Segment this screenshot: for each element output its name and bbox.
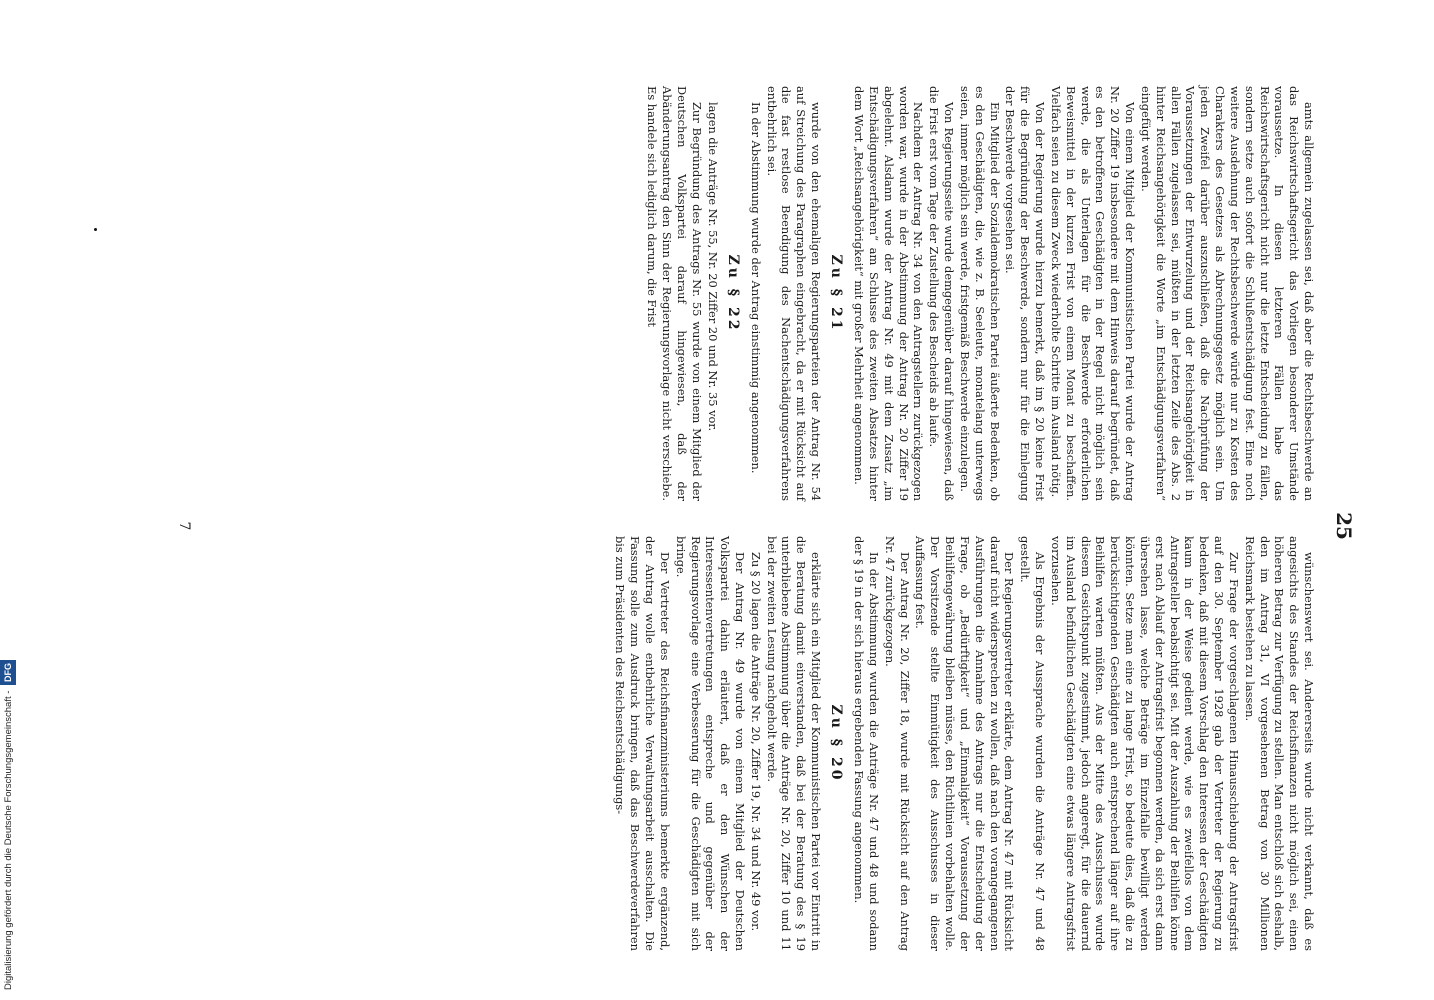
paragraph: lagen die Anträge Nr. 55, Nr. 20 Ziffer 20 und Nr. 35 vor. <box>705 102 720 432</box>
paragraph: Der Antrag Nr. 49 wurde von einem Mitglied der Deutschen Volkspartei dahin erläutert, daß er den Wünschen der Interessentenvertretungen entspreche und gegenüber der Regierungsvorlage eine Verbesserung für die Geschädigten mit sich bringe. <box>673 536 747 951</box>
paragraph: Der Vertreter des Reichsfinanzministeriums bemerkte ergänzend, der Antrag wolle entbehrliche Verwaltungsarbeit ausschalten. Die Fassung solle zum Ausdruck bringen, daß das Beschwerdeverfahren bis zum Präsidenten des Reichsentschädigungs- <box>613 536 672 951</box>
left-text-column <box>612 536 1316 951</box>
speck-mark <box>94 228 97 231</box>
page-number: 25 <box>1332 512 1356 540</box>
paragraph: Der Regierungsvertreter erklärte, dem Antrag Nr. 47 mit Rücksicht darauf nicht widersprechen zu wollen, daß nach den vorangegangenen Ausführungen die Annahme des Antrags nur die Entscheidung der Frage, ob „Bedürftigkeit“ und „Einmaligkeit“ Voraussetzung der Beihilfengewährung bleiben müsse, den Richtlinien vorbehalten wolle. Der Vorsitzende stellte Einmütigkeit des Ausschusses in dieser Auffassung fest. <box>913 536 1017 951</box>
credit-text: Digitalisierung gefördert durch die Deutsche Forschungsgemeinschaft - <box>3 690 14 990</box>
paragraph: Von Regierungsseite wurde demgegenüber darauf hingewiesen, daß die Frist erst vom Tage der Zustellung des Bescheids ab laufe. <box>927 86 957 501</box>
paragraph: Als Ergebnis der Aussprache wurden die Anträge Nr. 47 und 48 gestellt. <box>1018 536 1048 951</box>
paragraph: wünschenswert sei. Andererseits wurde nicht verkannt, daß es angesichts des Standes der Reichsfinanzen nicht möglich sei, einen höheren Betrag zur Verfügung zu stellen. Man entschloß sich deshalb, den im Antrag 31, VI vorgesehenen Betrag von 30 Millionen Reichsmark bestehen zu lassen. <box>1242 536 1316 951</box>
scanned-page <box>140 86 1360 966</box>
paragraph: Von einem Mitglied der Kommunistischen Partei wurde der Antrag Nr. 20 Ziffer 19 insbesondere mit dem Hinweis darauf begründet, daß es den betroffenen Geschädigten in der Regel nicht möglich sein werde, die als Unterlagen für die Beschwerde erforderlichen Beweismittel in der kurzen Frist von einem Monat zu beschaffen. Vielfach seien zu diesem Zweck wiederholte Schritte im Ausland nötig. <box>1048 86 1138 501</box>
dfg-logo-icon: DFG <box>0 660 16 685</box>
right-text-column <box>644 86 1316 501</box>
paragraph: Zu § 20 lagen die Anträge Nr. 20, Ziffer 19, Nr. 34 und Nr. 49 vor. <box>748 552 763 932</box>
digitization-credit <box>0 0 16 1000</box>
paragraph: amts allgemein zugelassen sei, daß aber die Rechtsbeschwerde an das Reichswirtschaftsgericht das Vorliegen besonderer Umstände voraussetze. In diesen letzteren Fällen habe das Reichswirtschaftsgericht nicht nur die letzte Entscheidung zu fällen, sondern setze auch sofort die Schlußentschädigung fest. Eine noch weitere Ausdehnung der Rechtsbeschwerde würde nur zu Kosten des Charakters des Gesetzes als Abrechnungsgesetz möglich sein. Um jeden Zweifel darüber auszuschließen, daß die Nachprüfung der Voraussetzungen der Entwurzelung und der Reichsangehörigkeit in allen Fällen zugelassen sei, müßten in der letzten Zeile des Abs. 2 hinter Reichsangehörigkeit die Worte „im Entschädigungsverfahren“ eingefügt werden. <box>1138 86 1316 501</box>
section-heading: Zu § 21 <box>828 254 845 333</box>
paragraph: Der Antrag Nr. 20, Ziffer 18, wurde mit Rücksicht auf den Antrag Nr. 47 zurückgezogen. <box>882 536 912 951</box>
paragraph: Von der Regierung wurde hierzu bemerkt, daß im § 20 keine Frist für die Begründung der Beschwerde, sondern nur für die Einlegung der Beschwerde vorgesehen sei. <box>1003 86 1048 501</box>
paragraph: In der Abstimmung wurden die Anträge Nr. 47 und 48 und sodann der § 19 in der sich hieraus ergebenden Fassung angenommen. <box>852 536 881 951</box>
sheet-number: 7 <box>176 521 192 531</box>
paragraph: Ein Mitglied der Sozialdemokratischen Partei äußerte Bedenken, ob es den Geschädigten, die, wie z. B. Seeleute, monatelang unterwegs seien, immer möglich sein werde, fristgemäß Beschwerde einzulegen. <box>957 86 1002 501</box>
section-heading: Zu § 22 <box>725 254 741 333</box>
section-heading: Zu § 20 <box>828 704 845 783</box>
paragraph: Nachdem der Antrag Nr. 34 von den Antragstellern zurückgezogen worden war, wurde in der Abstimmung der Antrag Nr. 20 Ziffer 19 abgelehnt. Alsdann wurde der Antrag Nr. 49 mit dem Zusatz „im Entschädigungsverfahren“ am Schlusse des zweiten Absatzes hinter dem Wort „Reichsangehörigkeit“ mit großer Mehrheit angenommen. <box>852 86 926 501</box>
paragraph: erklärte sich ein Mitglied der Kommunistischen Partei vor Eintritt in die Beratung damit einverstanden, daß bei der Beratung des § 19 unterbliebene Abstimmung über die Anträge Nr. 20, Ziffer 10 und 11 bei der zweiten Lesung nachgeholt werde. <box>764 536 824 951</box>
paragraph: In der Abstimmung wurde der Antrag einstimmig angenommen. <box>748 102 763 474</box>
paragraph: Zur Begründung des Antrags Nr. 55 wurde von einem Mitglied der Deutschen Volkspartei darauf hingewiesen, daß der Abänderungsantrag den Sinn der Regierungsvorlage nicht verschiebe. Es handele sich lediglich darum, die Frist <box>645 86 704 501</box>
paragraph: wurde von den ehemaligen Regierungsparteien der Antrag Nr. 54 auf Streichung des Paragraphen eingebracht, da er mit Rücksicht auf die fast restlose Beendigung des Nachentschädigungsverfahrens entbehrlich sei. <box>764 86 824 501</box>
paragraph: Zur Frage der vorgeschlagenen Hinausschiebung der Antragsfrist auf den 30. September 1928 gab der Vertreter der Regierung zu bedenken, daß mit diesem Vorschlag den Interessen der Geschädigten kaum in der Weise gedient werde, wie es zweifellos von dem Antragsteller beabsichtigt sei. Mit der Auszahlung der Beihilfen könne erst nach Ablauf der Antragsfrist begonnen werden, da sich erst dann übersehen lasse, welche Beträge im Einzelfalle bewilligt werden könnten. Setze man eine zu lange Frist, so bedeute dies, daß die zu berücksichtigenden Geschädigten auch entsprechend länger auf ihre Beihilfen warten müßten. Aus der Mitte des Ausschusses wurde diesem Gesichtspunkt zugestimmt, jedoch angeregt, für die dauernd im Ausland befindlichen Geschädigten eine etwas längere Antragsfrist vorzusehen. <box>1048 536 1241 951</box>
